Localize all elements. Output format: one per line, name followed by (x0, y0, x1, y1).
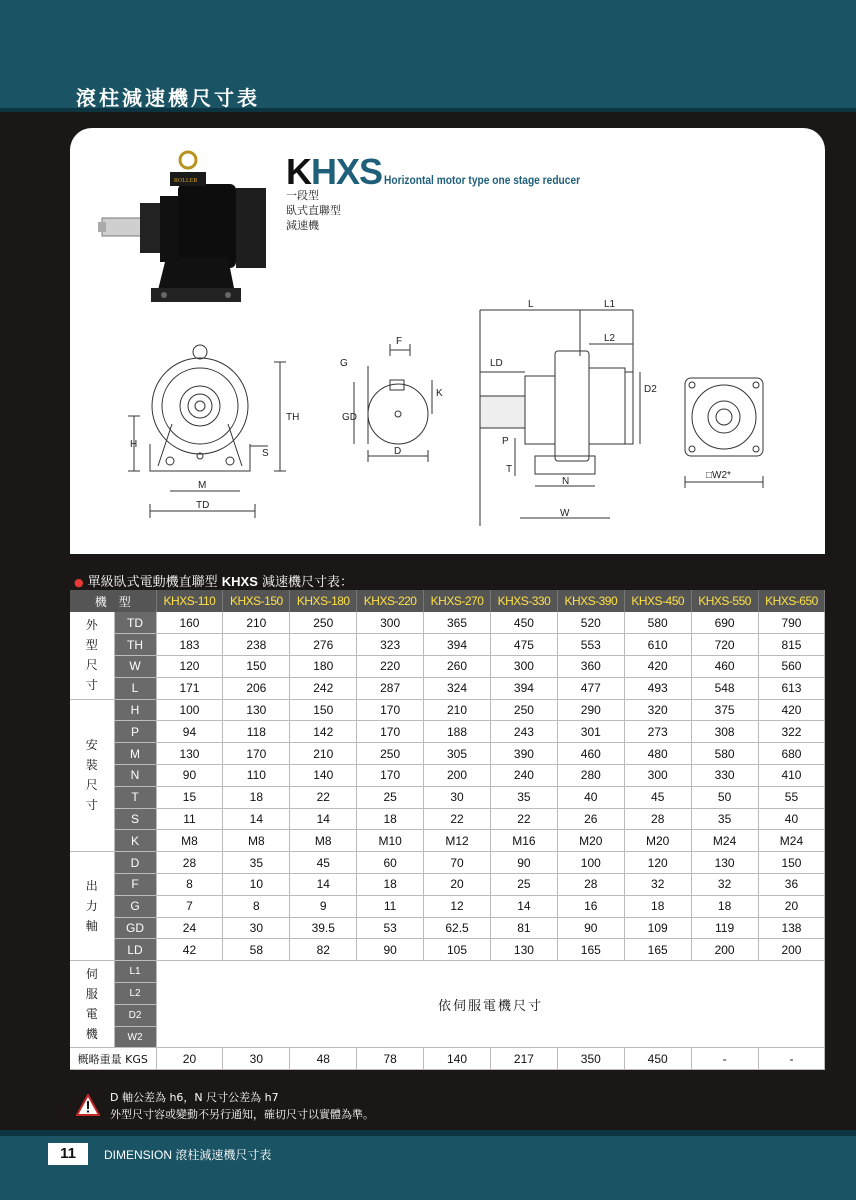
dimension-code: TH (114, 634, 156, 656)
table-row (70, 656, 825, 678)
table-cell: 58 (223, 939, 290, 961)
table-cell: 25 (490, 874, 557, 896)
table-cell: 287 (357, 677, 424, 699)
table-cell: 39.5 (290, 917, 357, 939)
table-cell: 200 (691, 939, 758, 961)
table-cell: 300 (490, 656, 557, 678)
table-cell: 7 (156, 895, 223, 917)
model-col: KHXS-110 (156, 590, 223, 612)
model-col: KHXS-150 (223, 590, 290, 612)
dimension-code: L (114, 677, 156, 699)
table-cell: 150 (290, 699, 357, 721)
table-cell: 32 (624, 874, 691, 896)
group-label: 外 型 尺 寸 (70, 612, 114, 699)
table-cell: 22 (424, 808, 491, 830)
dimension-code: LD (114, 939, 156, 961)
table-cell: 82 (290, 939, 357, 961)
table-cell: 242 (290, 677, 357, 699)
table-cell: 170 (357, 699, 424, 721)
table-cell: 580 (691, 743, 758, 765)
table-cell: 120 (624, 852, 691, 874)
table-cell: 305 (424, 743, 491, 765)
dimension-code: F (114, 874, 156, 896)
table-cell: 560 (758, 656, 825, 678)
dimension-code: P (114, 721, 156, 743)
table-cell: 250 (290, 612, 357, 634)
table-cell: 200 (758, 939, 825, 961)
weight-cell: - (691, 1048, 758, 1070)
table-cell: 238 (223, 634, 290, 656)
table-title: ● 單級臥式電動機直聯型 KHXS 減速機尺寸表： (74, 574, 354, 590)
table-cell: 613 (758, 677, 825, 699)
table-cell: 165 (624, 939, 691, 961)
model-chinese: 一段型 臥式直聯型 減速機 (286, 189, 341, 232)
table-cell: 301 (557, 721, 624, 743)
table-cell: 480 (624, 743, 691, 765)
table-cell: M10 (357, 830, 424, 852)
table-cell: 410 (758, 765, 825, 787)
table-cell: 690 (691, 612, 758, 634)
table-cell: 280 (557, 765, 624, 787)
group-label: 伺 服 電 機 (70, 961, 114, 1048)
table-cell: 475 (490, 634, 557, 656)
dimension-drawing (110, 296, 790, 526)
table-cell: 243 (490, 721, 557, 743)
table-cell: 493 (624, 677, 691, 699)
table-cell: 130 (691, 852, 758, 874)
table-cell: 18 (357, 808, 424, 830)
table-cell: 324 (424, 677, 491, 699)
table-cell: 323 (357, 634, 424, 656)
table-cell: 8 (156, 874, 223, 896)
table-cell: 28 (624, 808, 691, 830)
table-cell: 16 (557, 895, 624, 917)
table-cell: 62.5 (424, 917, 491, 939)
table-cell: 273 (624, 721, 691, 743)
table-cell: 11 (156, 808, 223, 830)
table-cell: 40 (758, 808, 825, 830)
table-cell: 580 (624, 612, 691, 634)
table-cell: M24 (758, 830, 825, 852)
table-cell: 330 (691, 765, 758, 787)
table-cell: 119 (691, 917, 758, 939)
weight-cell: 350 (557, 1048, 624, 1070)
table-cell: 130 (490, 939, 557, 961)
table-cell: 32 (691, 874, 758, 896)
weight-cell: 30 (223, 1048, 290, 1070)
table-row (70, 677, 825, 699)
dimension-code: L1 (114, 961, 156, 983)
table-cell: 553 (557, 634, 624, 656)
table-cell: 460 (557, 743, 624, 765)
table-row (70, 852, 825, 874)
dimension-code: W (114, 656, 156, 678)
table-cell: 110 (223, 765, 290, 787)
table-cell: 42 (156, 939, 223, 961)
table-cell: 14 (290, 808, 357, 830)
table-cell: 8 (223, 895, 290, 917)
table-cell: 90 (357, 939, 424, 961)
weight-cell: 217 (490, 1048, 557, 1070)
table-cell: 18 (357, 874, 424, 896)
table-cell: 94 (156, 721, 223, 743)
svg-text:M: M (198, 480, 207, 491)
svg-text:□W2*: □W2* (706, 470, 731, 481)
table-cell: 250 (357, 743, 424, 765)
table-cell: 394 (424, 634, 491, 656)
table-cell: 790 (758, 612, 825, 634)
dimension-table (70, 590, 825, 1070)
table-cell: 220 (357, 656, 424, 678)
table-cell: 210 (223, 612, 290, 634)
table-cell: 55 (758, 786, 825, 808)
table-cell: 18 (624, 895, 691, 917)
table-cell: M8 (290, 830, 357, 852)
table-cell: M8 (156, 830, 223, 852)
table-cell: 188 (424, 721, 491, 743)
svg-text:P: P (502, 436, 509, 447)
table-cell: 18 (691, 895, 758, 917)
weight-cell: 48 (290, 1048, 357, 1070)
dimension-code: H (114, 699, 156, 721)
svg-text:N: N (562, 476, 570, 487)
weight-cell: 78 (357, 1048, 424, 1070)
dimension-code: M (114, 743, 156, 765)
table-cell: 520 (557, 612, 624, 634)
table-cell: 90 (156, 765, 223, 787)
table-row (70, 961, 825, 983)
table-cell: 11 (357, 895, 424, 917)
table-cell: 170 (357, 721, 424, 743)
table-cell: 360 (557, 656, 624, 678)
table-cell: 450 (490, 612, 557, 634)
table-cell: 150 (223, 656, 290, 678)
svg-text:ROLLER: ROLLER (174, 178, 198, 184)
svg-text:G: G (340, 358, 348, 369)
table-cell: 170 (357, 765, 424, 787)
table-cell: 120 (156, 656, 223, 678)
table-cell: 100 (156, 699, 223, 721)
table-cell: 81 (490, 917, 557, 939)
bottom-band (0, 1130, 856, 1200)
table-cell: 170 (223, 743, 290, 765)
svg-text:W: W (560, 508, 570, 519)
svg-text:L2: L2 (604, 333, 616, 344)
table-cell: 14 (490, 895, 557, 917)
table-cell: 30 (424, 786, 491, 808)
svg-text:GD: GD (342, 412, 357, 423)
table-row (70, 808, 825, 830)
svg-text:K: K (436, 388, 443, 399)
table-cell: 320 (624, 699, 691, 721)
svg-text:L: L (528, 299, 534, 310)
model-col: KHXS-650 (758, 590, 825, 612)
page-title: 滾柱減速機尺寸表 (76, 86, 260, 110)
table-cell: 118 (223, 721, 290, 743)
table-cell: 720 (691, 634, 758, 656)
table-cell: 100 (557, 852, 624, 874)
table-cell: 300 (624, 765, 691, 787)
table-cell: 210 (424, 699, 491, 721)
model-col: KHXS-180 (290, 590, 357, 612)
table-cell: 206 (223, 677, 290, 699)
svg-text:LD: LD (490, 358, 503, 369)
warning-icon (76, 1094, 100, 1116)
table-cell: 22 (490, 808, 557, 830)
table-cell: 548 (691, 677, 758, 699)
footer-label: DIMENSION 滾柱減速機尺寸表 (104, 1148, 272, 1162)
table-cell: 20 (424, 874, 491, 896)
dimension-code: K (114, 830, 156, 852)
table-cell: 130 (223, 699, 290, 721)
model-header-label: 機 型 (70, 590, 156, 612)
table-cell: 276 (290, 634, 357, 656)
table-cell: 460 (691, 656, 758, 678)
table-cell: M20 (624, 830, 691, 852)
footnotes: D 軸公差為 h6，N 尺寸公差為 h7 外型尺寸容或變動不另行通知，確切尺寸以實體為準。 (110, 1091, 374, 1121)
table-row (70, 699, 825, 721)
table-cell: 53 (357, 917, 424, 939)
svg-text:T: T (506, 464, 513, 475)
table-cell: 25 (357, 786, 424, 808)
table-row (70, 895, 825, 917)
svg-text:F: F (396, 336, 403, 347)
table-cell: 60 (357, 852, 424, 874)
svg-text:D2: D2 (644, 384, 657, 395)
table-cell: 30 (223, 917, 290, 939)
model-col: KHXS-220 (357, 590, 424, 612)
table-cell: 140 (290, 765, 357, 787)
model-code: KHXS (286, 151, 383, 192)
table-row (70, 612, 825, 634)
table-cell: 365 (424, 612, 491, 634)
svg-text:S: S (262, 448, 269, 459)
table-cell: 45 (290, 852, 357, 874)
table-cell: 390 (490, 743, 557, 765)
servo-note: 依伺服電機尺寸 (156, 961, 825, 1048)
table-cell: 210 (290, 743, 357, 765)
table-cell: 9 (290, 895, 357, 917)
model-col: KHXS-390 (557, 590, 624, 612)
svg-text:H: H (130, 439, 138, 450)
table-cell: M20 (557, 830, 624, 852)
table-cell: 28 (557, 874, 624, 896)
table-cell: 28 (156, 852, 223, 874)
dimension-code: S (114, 808, 156, 830)
dimension-code: GD (114, 917, 156, 939)
table-cell: 308 (691, 721, 758, 743)
dimension-code: T (114, 786, 156, 808)
dimension-code: G (114, 895, 156, 917)
table-cell: 165 (557, 939, 624, 961)
weight-cell: 20 (156, 1048, 223, 1070)
table-cell: 14 (223, 808, 290, 830)
svg-text:D: D (394, 446, 402, 457)
table-cell: 20 (758, 895, 825, 917)
table-cell: 477 (557, 677, 624, 699)
weight-cell: - (758, 1048, 825, 1070)
table-cell: 610 (624, 634, 691, 656)
table-cell: 171 (156, 677, 223, 699)
model-col: KHXS-330 (490, 590, 557, 612)
group-label: 安 裝 尺 寸 (70, 699, 114, 852)
weight-label: 概略重量 KGS (70, 1048, 156, 1070)
dimension-code: W2 (114, 1026, 156, 1048)
table-cell: 815 (758, 634, 825, 656)
weight-cell: 450 (624, 1048, 691, 1070)
table-cell: 36 (758, 874, 825, 896)
model-col: KHXS-550 (691, 590, 758, 612)
table-cell: 150 (758, 852, 825, 874)
dimension-code: N (114, 765, 156, 787)
table-cell: 26 (557, 808, 624, 830)
table-cell: 90 (490, 852, 557, 874)
page-number: 11 (48, 1143, 88, 1165)
svg-text:TD: TD (196, 500, 210, 511)
table-cell: 260 (424, 656, 491, 678)
table-row (70, 830, 825, 852)
table-row (70, 721, 825, 743)
reducer-photo (96, 148, 272, 308)
table-cell: 109 (624, 917, 691, 939)
table-row (70, 634, 825, 656)
table-cell: 322 (758, 721, 825, 743)
group-label: 出 力 軸 (70, 852, 114, 961)
table-cell: 105 (424, 939, 491, 961)
dimension-code: TD (114, 612, 156, 634)
table-cell: 35 (490, 786, 557, 808)
table-cell: 130 (156, 743, 223, 765)
table-cell: 680 (758, 743, 825, 765)
table-cell: 138 (758, 917, 825, 939)
table-cell: 35 (223, 852, 290, 874)
table-row (70, 786, 825, 808)
dimension-code: D (114, 852, 156, 874)
table-cell: 420 (758, 699, 825, 721)
table-cell: 50 (691, 786, 758, 808)
table-row (70, 765, 825, 787)
table-row (70, 939, 825, 961)
table-cell: 420 (624, 656, 691, 678)
table-cell: 290 (557, 699, 624, 721)
model-col: KHXS-270 (424, 590, 491, 612)
table-cell: 15 (156, 786, 223, 808)
table-cell: 183 (156, 634, 223, 656)
table-cell: 24 (156, 917, 223, 939)
table-cell: 18 (223, 786, 290, 808)
table-cell: 394 (490, 677, 557, 699)
table-row (70, 917, 825, 939)
table-cell: 142 (290, 721, 357, 743)
dimension-code: D2 (114, 1004, 156, 1026)
table-cell: 200 (424, 765, 491, 787)
model-col: KHXS-450 (624, 590, 691, 612)
weight-cell: 140 (424, 1048, 491, 1070)
table-cell: 90 (557, 917, 624, 939)
table-cell: 250 (490, 699, 557, 721)
table-cell: 70 (424, 852, 491, 874)
table-cell: 22 (290, 786, 357, 808)
svg-text:TH: TH (286, 412, 300, 423)
table-cell: 300 (357, 612, 424, 634)
table-row (70, 874, 825, 896)
table-cell: 375 (691, 699, 758, 721)
table-cell: 240 (490, 765, 557, 787)
weight-row (70, 1048, 825, 1070)
table-cell: 45 (624, 786, 691, 808)
table-cell: 160 (156, 612, 223, 634)
table-cell: M24 (691, 830, 758, 852)
table-cell: M16 (490, 830, 557, 852)
dimension-code: L2 (114, 983, 156, 1005)
table-cell: 14 (290, 874, 357, 896)
table-header-row (70, 590, 825, 612)
table-cell: 180 (290, 656, 357, 678)
table-cell: 10 (223, 874, 290, 896)
table-cell: 12 (424, 895, 491, 917)
table-cell: 35 (691, 808, 758, 830)
model-english: Horizontal motor type one stage reducer (384, 173, 581, 187)
table-cell: M8 (223, 830, 290, 852)
table-row (70, 743, 825, 765)
table-cell: M12 (424, 830, 491, 852)
svg-text:L1: L1 (604, 299, 616, 310)
table-cell: 40 (557, 786, 624, 808)
